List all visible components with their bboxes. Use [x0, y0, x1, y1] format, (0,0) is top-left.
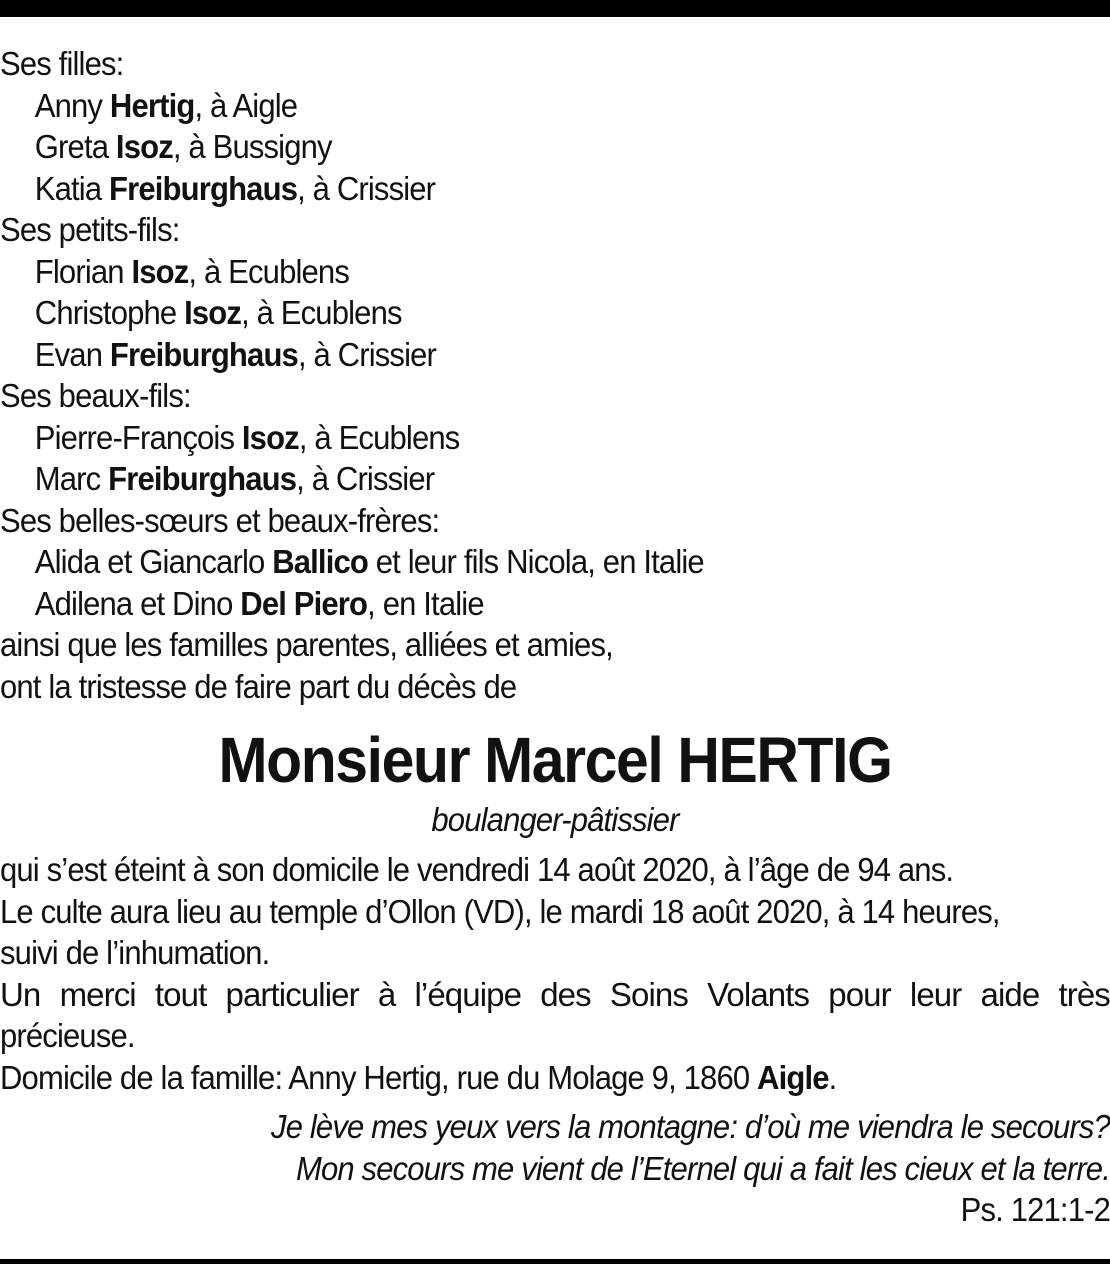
- death-notice-line: qui s’est éteint à son domicile le vendredi 14 août 2020, à l’âge de 94 ans.: [0, 851, 954, 888]
- filles-heading: Ses filles:: [0, 45, 124, 82]
- verse-line: Mon secours me vient de l’Eternel qui a fait les cieux et la terre.: [295, 1149, 1110, 1187]
- family-member-line: Adilena et Dino Del Piero, en Italie: [34, 584, 484, 622]
- thanks-line-end: précieuse.: [0, 1017, 135, 1054]
- thanks-line: Un merci tout particulier à l’équipe des Soins Volants pour leur aide très: [0, 975, 1110, 1013]
- family-member-line: Alida et Giancarlo Ballico et leur fils Nicola, en Italie: [34, 543, 704, 580]
- top-rule: [0, 0, 1110, 17]
- family-member-line: Evan Freiburghaus, à Crissier: [34, 335, 437, 373]
- verse-line: Je lève mes yeux vers la montagne: d’où me viendra le secours?: [271, 1108, 1110, 1145]
- family-member-line: Pierre-François Isoz, à Ecublens: [34, 418, 460, 456]
- verse-reference: Ps. 121:1-2: [960, 1191, 1110, 1228]
- bible-verse: [0, 1106, 1110, 1231]
- family-member-line: Florian Isoz, à Ecublens: [34, 252, 350, 290]
- family-member-line: Anny Hertig, à Aigle: [34, 86, 298, 124]
- bottom-rule: [0, 1259, 1110, 1264]
- family-member-line: Marc Freiburghaus, à Crissier: [34, 460, 435, 497]
- family-member-line: Christophe Isoz, à Ecublens: [34, 294, 402, 331]
- obituary-notice: [0, 43, 1110, 1231]
- closing-line: ont la tristesse de faire part du décès de: [0, 667, 517, 705]
- deceased-name: Monsieur Marcel HERTIG: [218, 724, 892, 796]
- family-address: Domicile de la famille: Anny Hertig, rue du Molage 9, 1860 Aigle.: [0, 1058, 837, 1096]
- family-member-line: Greta Isoz, à Bussigny: [34, 128, 332, 165]
- burial-line: suivi de l’inhumation.: [0, 934, 270, 971]
- belles-soeurs-heading: Ses belles-sœurs et beaux-frères:: [0, 501, 440, 539]
- family-member-line: Katia Freiburghaus, à Crissier: [34, 169, 436, 207]
- announcement-body: [0, 849, 1110, 1098]
- ceremony-line: Le culte aura lieu au temple d’Ollon (VD), le mardi 18 août 2020, à 14 heures,: [0, 892, 1000, 930]
- petits-fils-heading: Ses petits-fils:: [0, 211, 180, 248]
- deceased-profession: boulanger-pâtissier: [431, 801, 679, 838]
- beaux-fils-heading: Ses beaux-fils:: [0, 377, 191, 414]
- closing-line: ainsi que les familles parentes, alliées et amies,: [0, 626, 613, 663]
